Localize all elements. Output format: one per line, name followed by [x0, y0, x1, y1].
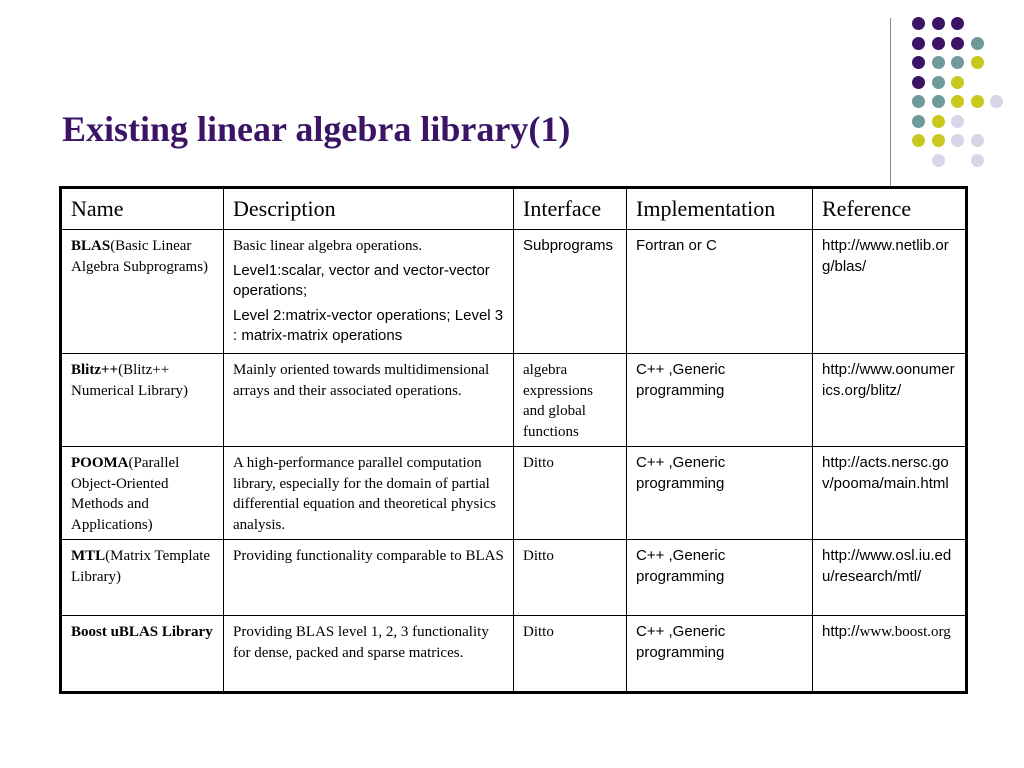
decorative-dot: [932, 154, 945, 167]
name-rest: (Blitz++ Numerical Library): [71, 362, 189, 399]
decorative-dot: [932, 37, 945, 50]
decorative-dot: [990, 95, 1003, 108]
cell-description: [224, 230, 514, 354]
decorative-dot: [912, 95, 925, 108]
description-line: Basic linear algebra operations.: [233, 238, 423, 254]
cell-implementation: Fortran or C: [627, 230, 813, 354]
decorative-dot: [912, 56, 925, 69]
decorative-dot: [951, 115, 964, 128]
library-table: [59, 186, 968, 694]
cell-description: [224, 354, 514, 447]
description-line: Providing BLAS level 1, 2, 3 functionality for dense, packed and sparse matrices.: [233, 624, 489, 661]
description-line: Level 2:matrix-vector operations; Level 3 : matrix-matrix operations: [233, 306, 504, 344]
decorative-dot: [932, 134, 945, 147]
name-rest: (Parallel Object-Oriented Methods and Applications): [71, 455, 180, 533]
decorative-dot: [912, 17, 925, 30]
header-implementation: Implementation: [627, 188, 813, 230]
cell-name: [61, 540, 224, 616]
cell-interface: Ditto: [514, 616, 627, 693]
decorative-dot: [932, 115, 945, 128]
name-bold: MTL: [71, 548, 106, 564]
decorative-dot: [951, 134, 964, 147]
cell-description: [224, 540, 514, 616]
description-line: Providing functionality comparable to BLAS: [233, 548, 504, 564]
decorative-dot: [912, 115, 925, 128]
cell-implementation: C++ ,Generic programming: [627, 540, 813, 616]
decorative-dot: [971, 95, 984, 108]
cell-implementation: C++ ,Generic programming: [627, 616, 813, 693]
cell-name: [61, 447, 224, 540]
decorative-dot: [951, 37, 964, 50]
cell-name: [61, 354, 224, 447]
decorative-dot: [932, 56, 945, 69]
decorative-dot: [932, 95, 945, 108]
cell-reference: http://acts.nersc.gov/pooma/main.html: [813, 447, 967, 540]
decorative-dot: [951, 56, 964, 69]
cell-interface: algebra expressions and global functions: [514, 354, 627, 447]
slide-title: Existing linear algebra library(1): [62, 109, 571, 149]
name-bold: POOMA: [71, 455, 129, 471]
cell-implementation: C++ ,Generic programming: [627, 354, 813, 447]
cell-interface: Ditto: [514, 447, 627, 540]
decorative-dot: [912, 76, 925, 89]
decorative-dot: [951, 95, 964, 108]
decorative-dot: [971, 154, 984, 167]
decorative-dot: [912, 37, 925, 50]
cell-interface: Subprograms: [514, 230, 627, 354]
cell-name: [61, 230, 224, 354]
cell-description: [224, 447, 514, 540]
decorative-dot: [932, 17, 945, 30]
table-header-row: [61, 188, 967, 230]
decorative-dot: [932, 76, 945, 89]
name-rest: (Matrix Template Library): [71, 548, 211, 585]
decorative-dot: [951, 76, 964, 89]
table-row: [61, 540, 967, 616]
name-rest: (Basic Linear Algebra Subprograms): [71, 238, 209, 275]
header-description: Description: [224, 188, 514, 230]
header-name: Name: [61, 188, 224, 230]
reference-rest: www.boost.org: [859, 624, 951, 640]
divider-line: [890, 18, 891, 186]
description-line: A high-performance parallel computation library, especially for the domain of partial differential equation and theoretical physics analysis.: [233, 455, 496, 533]
name-bold: Boost uBLAS Library: [71, 624, 213, 640]
decorative-dot: [971, 37, 984, 50]
name-bold: BLAS: [71, 238, 111, 254]
cell-reference: [813, 616, 967, 693]
cell-reference: http://www.netlib.org/blas/: [813, 230, 967, 354]
reference-prefix: http://: [822, 623, 860, 640]
table-row: [61, 447, 967, 540]
name-bold: Blitz++: [71, 362, 119, 378]
header-interface: Interface: [514, 188, 627, 230]
header-reference: Reference: [813, 188, 967, 230]
decorative-dot: [971, 134, 984, 147]
cell-name: [61, 616, 224, 693]
cell-description: [224, 616, 514, 693]
decorative-dot: [971, 56, 984, 69]
decorative-dot: [951, 17, 964, 30]
cell-implementation: C++ ,Generic programming: [627, 447, 813, 540]
description-line: Mainly oriented towards multidimensional arrays and their associated operations.: [233, 362, 490, 399]
table-row: [61, 354, 967, 447]
table-row: [61, 616, 967, 693]
cell-reference: http://www.osl.iu.edu/research/mtl/: [813, 540, 967, 616]
cell-reference: http://www.oonumerics.org/blitz/: [813, 354, 967, 447]
cell-interface: Ditto: [514, 540, 627, 616]
table-row: [61, 230, 967, 354]
decorative-dot: [912, 134, 925, 147]
description-line: Level1:scalar, vector and vector-vector operations;: [233, 261, 490, 299]
